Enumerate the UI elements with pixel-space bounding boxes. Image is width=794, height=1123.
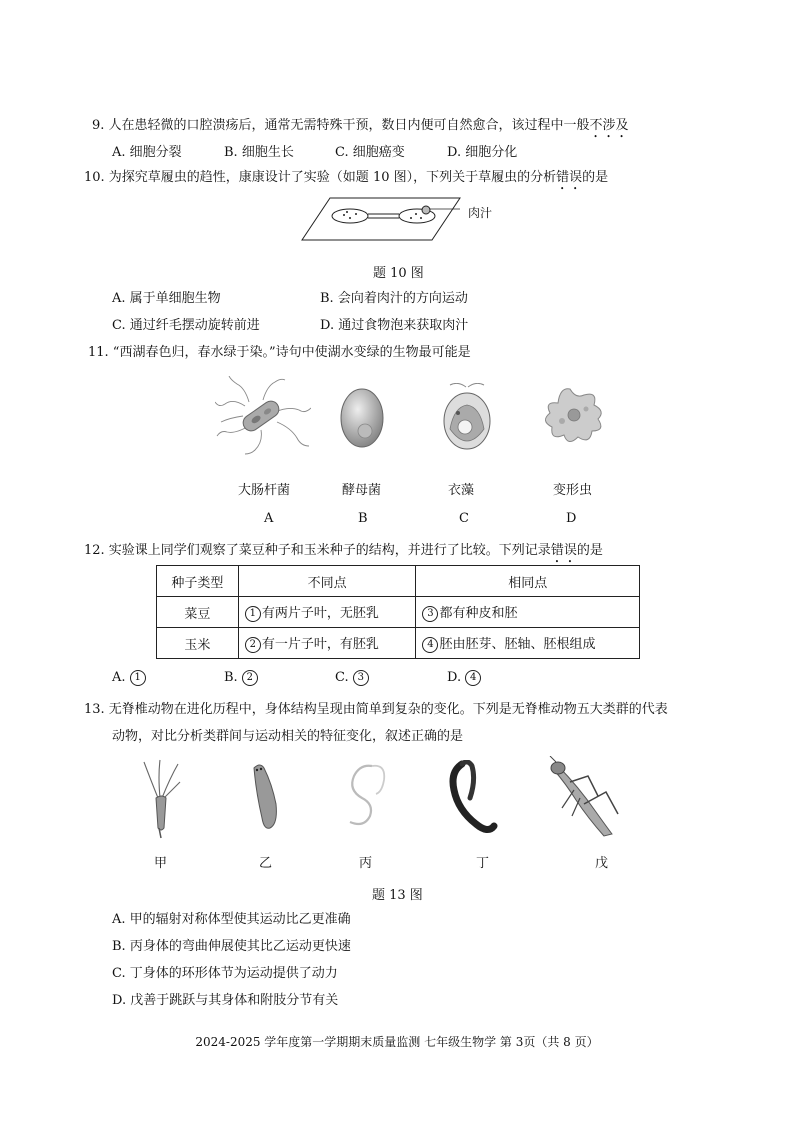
animal-label: 丁 bbox=[476, 856, 490, 871]
animal-label: 戊 bbox=[595, 856, 609, 871]
seed-type-cell: 菜豆 bbox=[157, 597, 239, 628]
circled-number: 2 bbox=[245, 637, 261, 653]
question-13-option-d: D. 戊善于跳跃与其身体和附肢分节有关 bbox=[112, 993, 339, 1008]
question-12-option-c bbox=[335, 670, 370, 686]
e-coli-icon bbox=[215, 376, 311, 456]
question-10-option-b: B. 会向着肉汁的方向运动 bbox=[320, 291, 468, 306]
table-row bbox=[157, 597, 640, 628]
option-prefix: B. bbox=[224, 670, 238, 685]
yeast-icon bbox=[338, 385, 386, 451]
question-9-option-d: D. 细胞分化 bbox=[447, 145, 518, 160]
similarity-text: 都有种皮和胚 bbox=[439, 606, 518, 621]
difference-cell bbox=[238, 597, 416, 628]
organism-letter: C bbox=[459, 511, 469, 526]
option-prefix: A. bbox=[112, 670, 126, 685]
question-9-stem-text: 9. 人在患轻微的口腔溃疡后，通常无需特殊干预，数日内便可自然愈合，该过程中一般 bbox=[92, 118, 590, 133]
chlamydomonas-icon bbox=[440, 383, 494, 453]
figure-10-caption: 题 10 图 bbox=[373, 266, 424, 281]
amoeba-icon bbox=[540, 385, 608, 447]
circled-number: 4 bbox=[422, 637, 438, 653]
figure-13-caption: 题 13 图 bbox=[372, 888, 423, 903]
question-10-stem-text: 10. 为探究草履虫的趋性，康康设计了实验（如题 10 图），下列关于草履虫的分析 bbox=[84, 170, 557, 185]
question-13-option-a: A. 甲的辐射对称体型使其运动比乙更准确 bbox=[112, 912, 351, 927]
question-13-option-b: B. 丙身体的弯曲伸展使其比乙运动更快速 bbox=[112, 939, 351, 954]
circled-number: 3 bbox=[422, 606, 438, 622]
question-10-stem-end: 的是 bbox=[582, 170, 609, 185]
question-9-emphasis: 不涉及 bbox=[589, 118, 629, 133]
circled-number: 3 bbox=[353, 670, 369, 686]
table-header-row bbox=[157, 566, 640, 597]
seed-type-cell: 玉米 bbox=[157, 628, 239, 659]
question-12-option-a bbox=[112, 670, 147, 686]
earthworm-icon bbox=[448, 760, 498, 836]
roundworm-icon bbox=[340, 760, 392, 832]
circled-number: 4 bbox=[465, 670, 481, 686]
question-13-option-c: C. 丁身体的环形体节为运动提供了动力 bbox=[112, 966, 338, 981]
difference-cell bbox=[238, 628, 416, 659]
question-9-stem bbox=[92, 114, 629, 141]
question-9-option-b: B. 细胞生长 bbox=[224, 145, 294, 160]
question-12-option-b bbox=[224, 670, 259, 686]
question-10-option-a: A. 属于单细胞生物 bbox=[112, 291, 221, 306]
table-row bbox=[157, 628, 640, 659]
animal-label: 乙 bbox=[259, 856, 273, 871]
question-11-stem: 11. “西湖春色归，春水绿于染。”诗句中使湖水变绿的生物最可能是 bbox=[88, 345, 471, 360]
organism-letter: B bbox=[358, 511, 368, 526]
question-9-option-c: C. 细胞癌变 bbox=[335, 145, 405, 160]
similarity-cell bbox=[416, 628, 640, 659]
question-10-option-c: C. 通过纤毛摆动旋转前进 bbox=[112, 318, 260, 333]
question-10-option-d: D. 通过食物泡来获取肉汁 bbox=[320, 318, 469, 333]
question-10-emphasis: 错误 bbox=[556, 170, 583, 185]
question-12-stem bbox=[84, 539, 603, 566]
circled-number: 1 bbox=[245, 606, 261, 622]
animal-label: 丙 bbox=[359, 856, 373, 871]
similarity-cell bbox=[416, 597, 640, 628]
organism-name: 变形虫 bbox=[553, 483, 593, 498]
grasshopper-icon bbox=[548, 756, 626, 840]
organism-letter: D bbox=[566, 511, 577, 526]
table-header-cell: 种子类型 bbox=[157, 566, 239, 597]
difference-text: 有一片子叶，有胚乳 bbox=[261, 637, 379, 652]
difference-text: 有两片子叶，无胚乳 bbox=[261, 606, 379, 621]
question-12-option-d bbox=[447, 670, 482, 686]
seed-comparison-table bbox=[156, 565, 640, 659]
organism-name: 酵母菌 bbox=[342, 483, 382, 498]
organism-name: 大肠杆菌 bbox=[238, 483, 291, 498]
question-13-stem-line1: 13. 无脊椎动物在进化历程中，身体结构呈现由简单到复杂的变化。下列是无脊椎动物五大类群的代表 bbox=[84, 702, 668, 717]
animal-label: 甲 bbox=[154, 856, 168, 871]
option-prefix: C. bbox=[335, 670, 349, 685]
question-12-stem-end: 的是 bbox=[576, 543, 603, 558]
organism-name: 衣藻 bbox=[448, 483, 475, 498]
page-footer: 2024-2025 学年度第一学期期末质量监测 七年级生物学 第 3页（共 8 页） bbox=[195, 1035, 599, 1049]
table-header-cell: 相同点 bbox=[416, 566, 640, 597]
question-10-stem bbox=[84, 166, 608, 193]
question-9-option-a: A. 细胞分裂 bbox=[112, 145, 182, 160]
question-12-emphasis: 错误 bbox=[550, 543, 577, 558]
table-header-cell: 不同点 bbox=[238, 566, 416, 597]
option-prefix: D. bbox=[447, 670, 462, 685]
hydra-icon bbox=[140, 758, 182, 840]
question-13-stem-line2: 动物，对比分析类群间与运动相关的特征变化，叙述正确的是 bbox=[112, 729, 464, 744]
planarian-icon bbox=[246, 762, 282, 832]
meat-juice-label: 肉汁 bbox=[468, 206, 493, 220]
circled-number: 1 bbox=[130, 670, 146, 686]
similarity-text: 胚由胚芽、胚轴、胚根组成 bbox=[439, 637, 596, 652]
organism-letter: A bbox=[264, 511, 274, 526]
circled-number: 2 bbox=[242, 670, 258, 686]
question-12-stem-text: 12. 实验课上同学们观察了菜豆种子和玉米种子的结构，并进行了比较。下列记录 bbox=[84, 543, 551, 558]
